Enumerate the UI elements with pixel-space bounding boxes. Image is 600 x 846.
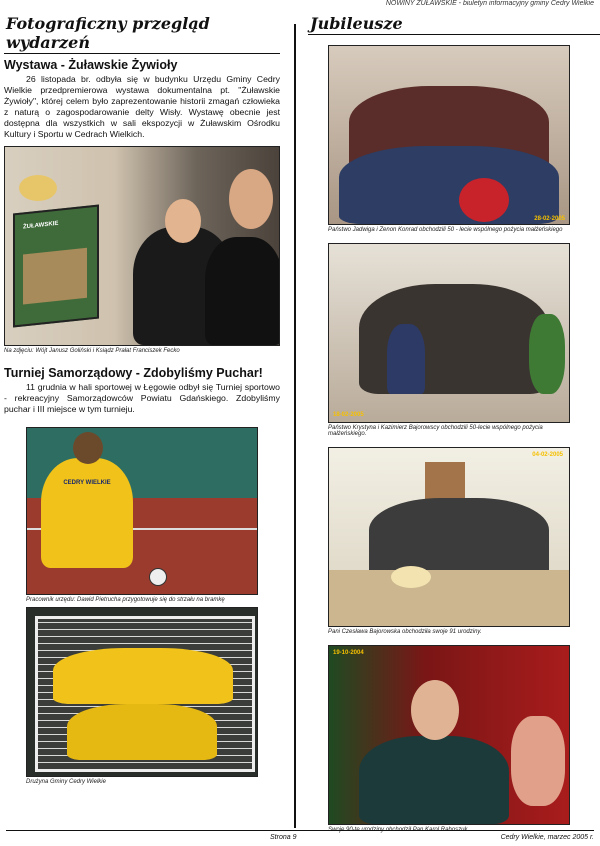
- photo-group: [369, 498, 549, 578]
- photo-player-back: [41, 458, 133, 568]
- jersey-text: CEDRY WIELKIE: [63, 480, 111, 486]
- photo-caption-jubilee-2: Państwo Krystyna i Kazimierz Bajorowscy obchodzili 50-lecie wspólnego pożycia małżeńskiego.: [328, 425, 543, 437]
- photo-caption-jubilee-3: Pani Czesława Bajorowska obchodziła swoje 91 urodziny.: [328, 629, 482, 635]
- column-divider: [294, 24, 296, 828]
- photo-sports-hall: [26, 427, 258, 595]
- right-column: [308, 14, 598, 837]
- date-stamp-3: 04-02-2005: [532, 452, 563, 458]
- article-title-exhibition: Wystawa - Żuławskie Żywioły: [4, 58, 178, 72]
- board-text: ŻUŁAWSKIE: [23, 220, 59, 231]
- photo-group-front: [339, 146, 559, 224]
- photo-man: [359, 736, 509, 824]
- photo-caption-player: Pracownik urzędu: Dawid Pietrucha przygotowuje się do strzału na bramkę: [26, 597, 225, 603]
- photo-man-head: [411, 680, 459, 740]
- photo-caption-team: Drużyna Gminy Cedry Wielkie: [26, 779, 106, 785]
- photo-team-row2: [67, 704, 217, 760]
- board-picture: [23, 248, 87, 305]
- photo-team: [26, 607, 258, 777]
- photo-player-head: [73, 432, 103, 464]
- date-stamp-4: 19-10-2004: [333, 650, 364, 656]
- photo-caption-exhibition: Na zdjęciu: Wójt Janusz Goliński i Ksiądz Prałat Franciszek Fecko: [4, 348, 180, 354]
- section-title-photo-review: Fotograficzny przegląd wydarzeń: [4, 14, 280, 54]
- article-body-tournament: 11 grudnia w hali sportowej w Łęgowie odbył się Turniej sportowo - rekreacyjny Samorządowców Powiatu Gdańskiego. Zdobyliśmy puchar i III miejsce w tym turnieju.: [4, 382, 280, 414]
- date-stamp-1: 28-02-2005: [534, 216, 565, 222]
- photo-mayor-head: [229, 169, 273, 229]
- photo-caption-jubilee-1: Państwo Jadwiga i Zenon Konrad obchodzili 50 - lecie wspólnego pożycia małżeńskiego: [328, 227, 563, 233]
- footer-rule: [6, 830, 594, 831]
- photo-table: [329, 570, 569, 626]
- photo-plant: [529, 314, 565, 394]
- photo-team-row1: [53, 648, 233, 704]
- page-number: Strona 9: [270, 834, 297, 841]
- article-body-exhibition: 26 listopada br. odbyła się w budynku Urzędu Gminy Cedry Wielkie przedpremierowa wystawa dokumentalna pt. "Żuławskie Żywioły", której celem było zaprezentowanie historii zmagań człowieka z naturą o zagospodarowanie delty Wisły. Wystawę obecnie jest dostępna dla wszystkich w sali ekspozycji w Żuławskim Ośrodku Kultury i Sportu w Cedrach Wielkich.: [4, 74, 280, 139]
- issue-info: Cedry Wielkie, marzec 2005 r.: [500, 834, 594, 841]
- photo-ball: [149, 568, 167, 586]
- article-title-tournament: Turniej Samorządowy - Zdobyliśmy Puchar!: [4, 366, 263, 380]
- photo-exhibition: [4, 146, 280, 346]
- date-stamp-2: 18-02-2005: [333, 412, 364, 418]
- photo-jubilee-4: [328, 645, 570, 825]
- photo-priest-head: [165, 199, 201, 243]
- left-column: [4, 14, 280, 789]
- photo-jubilee-3: [328, 447, 570, 627]
- newsletter-header: NOWINY ŻUŁAWSKIE - biuletyn informacyjny gminy Cedry Wielkie: [385, 0, 594, 7]
- photo-mayor: [205, 237, 280, 345]
- photo-flowers: [459, 178, 509, 222]
- photo-jubilee-1: [328, 45, 570, 225]
- section-title-jubilees: Jubileusze: [308, 14, 600, 35]
- photo-board: [13, 204, 99, 327]
- photo-flowers: [511, 716, 565, 806]
- photo-cake: [391, 566, 431, 588]
- photo-elder-seated: [387, 324, 425, 394]
- photo-jubilee-2: [328, 243, 570, 423]
- photo-lamp: [19, 175, 57, 201]
